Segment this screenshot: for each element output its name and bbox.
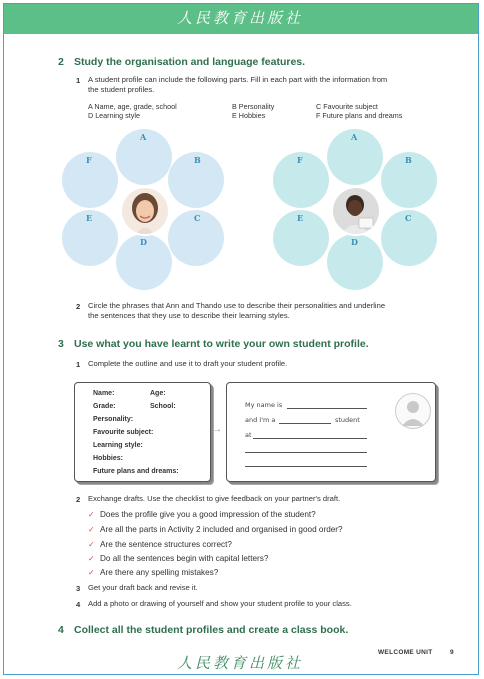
avatar-placeholder-icon[interactable]: [395, 393, 431, 429]
instruction-text: Get your draft back and revise it.: [88, 583, 198, 592]
checklist-item: Do all the sentences begin with capital letters?: [100, 554, 269, 563]
petal-label-f: F: [297, 155, 303, 165]
section-number: 2: [58, 56, 64, 68]
section-4-heading: [58, 624, 348, 636]
blank-line[interactable]: [245, 452, 367, 453]
check-icon: ✓: [88, 540, 95, 549]
petal-label-c: C: [194, 213, 201, 223]
petal-label-b: B: [194, 155, 201, 165]
instruction-text: Add a photo or drawing of yourself and show your student profile to your class.: [88, 599, 352, 608]
item-number: 4: [76, 600, 81, 609]
draft-student: student: [335, 416, 360, 424]
field-school: School:: [150, 403, 176, 410]
checklist-item: Does the profile give you a good impression of the student?: [100, 510, 316, 519]
item-number: 3: [76, 584, 81, 593]
field-grade: Grade:: [93, 403, 116, 410]
item-number: 1: [76, 360, 81, 369]
arrow-icon: →: [212, 424, 222, 435]
section-number: 3: [58, 338, 64, 350]
petal-label-f: F: [86, 155, 92, 165]
check-icon: ✓: [88, 568, 95, 577]
student-photo-ann: [120, 186, 170, 236]
check-icon: ✓: [88, 510, 95, 519]
option-f: F Future plans and dreams: [316, 111, 403, 120]
draft-at: at: [245, 431, 252, 439]
blank-line[interactable]: [245, 466, 367, 467]
instruction-text: the sentences that they use to describe their learning styles.: [88, 311, 290, 320]
instruction-text: Circle the phrases that Ann and Thando use to describe their personalities and underline: [88, 301, 386, 310]
section-title: Collect all the student profiles and create a class book.: [74, 624, 349, 636]
check-icon: ✓: [88, 554, 95, 563]
item-number: 2: [76, 495, 81, 504]
draft-my-name: My name is: [245, 401, 283, 409]
petal-label-d: D: [140, 237, 147, 247]
section-title: Use what you have learnt to write your own student profile.: [74, 338, 369, 350]
blank-line[interactable]: [253, 438, 367, 439]
petal-label-b: B: [405, 155, 412, 165]
instruction-text: the student profiles.: [88, 85, 155, 94]
page-number: 9: [450, 649, 454, 656]
field-learning-style: Learning style:: [93, 442, 143, 449]
option-e: E Hobbies: [232, 111, 266, 120]
instruction-text: Exchange drafts. Use the checklist to give feedback on your partner's draft.: [88, 494, 341, 503]
blank-line[interactable]: [287, 408, 367, 409]
item-number: 1: [76, 76, 81, 85]
option-c: C Favourite subject: [316, 102, 378, 111]
instruction-text: Complete the outline and use it to draft your student profile.: [88, 359, 288, 368]
option-a: A Name, age, grade, school: [88, 102, 177, 111]
section-title: Study the organisation and language features.: [74, 56, 306, 68]
field-future-plans: Future plans and dreams:: [93, 468, 179, 475]
petal-label-c: C: [405, 213, 412, 223]
option-d: D Learning style: [88, 111, 140, 120]
checklist-item: Are the sentence structures correct?: [100, 540, 232, 549]
publisher-logo: 人民教育出版社: [176, 9, 303, 27]
option-b: B Personality: [232, 102, 275, 111]
blank-line[interactable]: [279, 423, 331, 424]
field-favourite-subject: Favourite subject:: [93, 429, 154, 436]
outline-card: [74, 382, 211, 482]
section-3-heading: [58, 338, 369, 350]
section-2-heading: [58, 56, 305, 68]
field-hobbies: Hobbies:: [93, 455, 123, 462]
petal-label-e: E: [297, 213, 304, 223]
petal-label-a: A: [351, 132, 358, 142]
draft-and-im-a: and I'm a: [245, 416, 276, 424]
publisher-logo-footer: 人民教育出版社: [176, 654, 303, 672]
draft-card: [226, 382, 436, 482]
petal-label-d: D: [351, 237, 358, 247]
field-age: Age:: [150, 390, 166, 397]
student-photo-thando: [331, 186, 381, 236]
petal-label-a: A: [140, 132, 147, 142]
section-number: 4: [58, 624, 64, 636]
field-name: Name:: [93, 390, 115, 397]
checklist-item: Are there any spelling mistakes?: [100, 568, 219, 577]
field-personality: Personality:: [93, 416, 134, 423]
instruction-text: A student profile can include the following parts. Fill in each part with the information from: [88, 75, 388, 84]
petal-label-e: E: [86, 213, 93, 223]
footer-unit-label: WELCOME UNIT: [378, 649, 433, 656]
check-icon: ✓: [88, 525, 95, 534]
checklist-item: Are all the parts in Activity 2 included and organised in good order?: [100, 525, 343, 534]
item-number: 2: [76, 302, 81, 311]
